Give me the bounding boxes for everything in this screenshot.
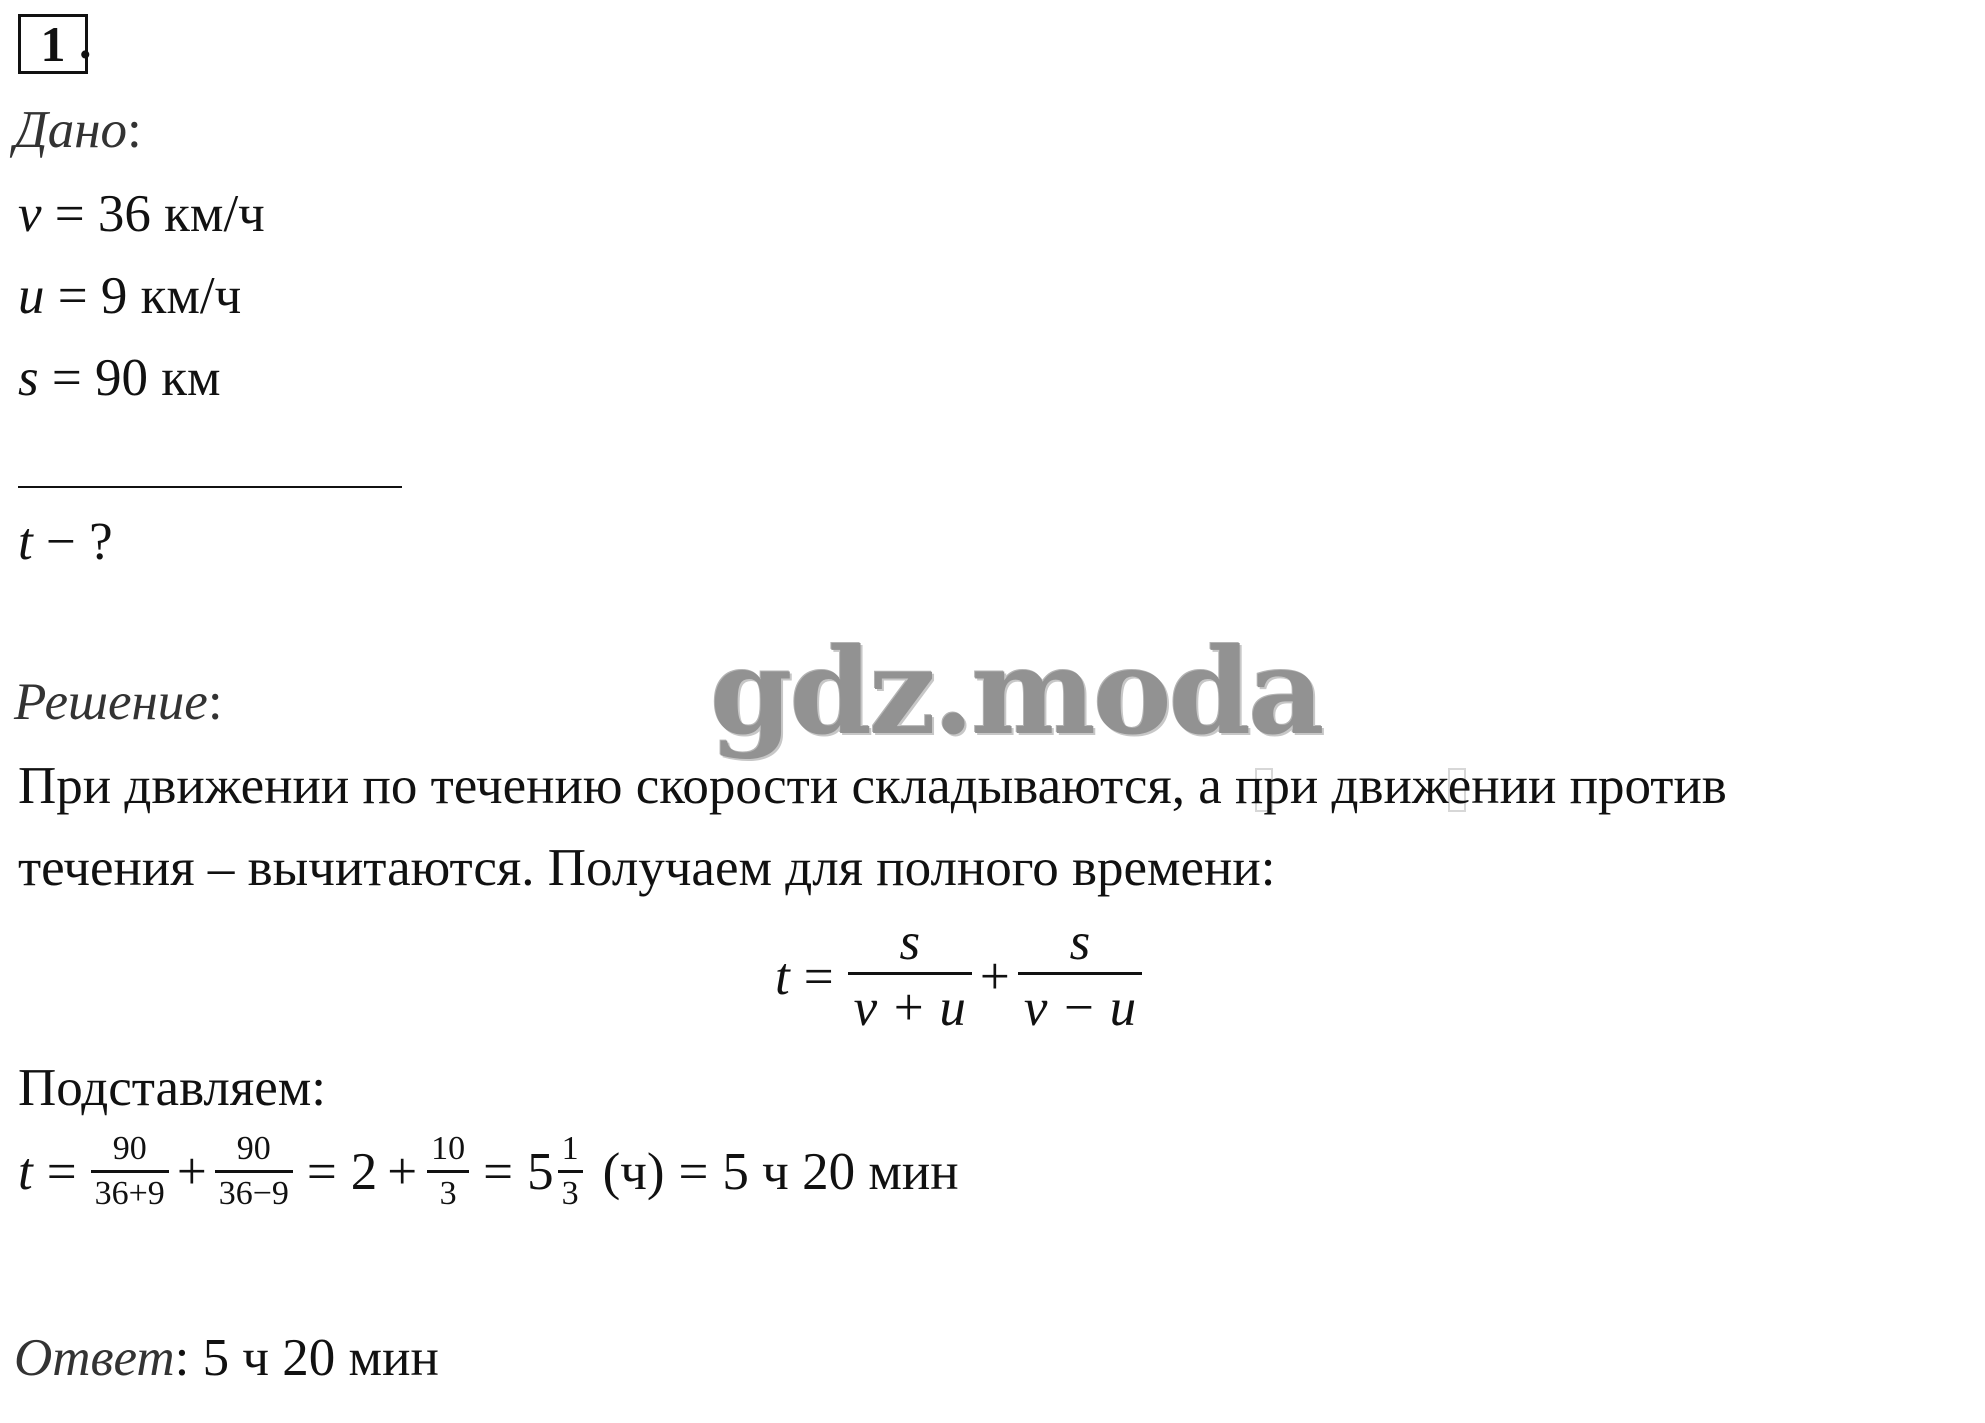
fraction-denominator: 36+9 — [94, 1175, 165, 1212]
subst-equals: = — [483, 1142, 514, 1201]
subst-equals: = — [678, 1142, 709, 1201]
subst-value: 2 — [350, 1142, 378, 1201]
given-var: v — [18, 185, 42, 243]
subst-fraction-ten-thirds — [427, 1128, 469, 1215]
given-var: u — [18, 267, 45, 325]
watermark: gdz.moda — [710, 622, 1322, 761]
fraction-denominator: 3 — [439, 1175, 457, 1212]
problem-number-suffix: . — [79, 13, 92, 69]
given-line-s — [18, 348, 221, 408]
formula-fraction-downstream — [848, 912, 972, 1041]
subst-lhs: t — [18, 1142, 33, 1201]
mixed-number-fraction — [558, 1128, 583, 1215]
fraction-denominator: v − u — [1023, 979, 1137, 1037]
given-value: 90 км — [95, 349, 221, 407]
answer-line — [14, 1328, 439, 1388]
subst-unit: (ч) — [602, 1142, 665, 1201]
given-label — [14, 100, 142, 160]
fraction-numerator: s — [899, 913, 921, 971]
fraction-numerator: 10 — [431, 1130, 466, 1167]
solution-label-text: Решение — [14, 673, 208, 731]
subst-fraction-downstream — [91, 1128, 169, 1215]
solution-paragraph-line-2: течения – вычитаются. Получаем для полного времени: — [18, 839, 1276, 897]
find-line — [18, 512, 113, 572]
given-eq: = — [41, 185, 98, 243]
given-line-u — [18, 266, 241, 326]
fraction-denominator: 36−9 — [218, 1175, 289, 1212]
given-divider — [18, 486, 402, 488]
given-label-colon: : — [127, 101, 142, 159]
fraction-denominator: v + u — [853, 979, 966, 1037]
problem-number-box — [18, 14, 88, 74]
formula-fraction-upstream — [1018, 912, 1142, 1041]
subst-equals: = — [306, 1142, 337, 1201]
given-line-v — [18, 184, 265, 244]
fraction-denominator: 3 — [561, 1175, 579, 1212]
mixed-number-whole: 5 — [527, 1142, 554, 1201]
substitution-formula — [18, 1128, 959, 1215]
subst-result: 5 ч 20 мин — [722, 1142, 959, 1201]
subst-plus: + — [387, 1142, 418, 1201]
answer-label: Ответ — [14, 1329, 175, 1387]
formula-equals: = — [803, 947, 834, 1006]
general-formula — [775, 912, 1142, 1041]
given-value: 36 км/ч — [97, 185, 265, 243]
problem-number: 1 — [40, 16, 66, 72]
given-var: s — [18, 349, 39, 407]
solution-label-colon: : — [207, 673, 223, 731]
substitute-label: Подставляем: — [18, 1059, 327, 1117]
formula-plus: + — [979, 947, 1010, 1006]
fraction-numerator: s — [1069, 913, 1091, 971]
given-eq: = — [44, 267, 101, 325]
subst-fraction-upstream — [215, 1128, 293, 1215]
fraction-numerator: 90 — [236, 1130, 271, 1167]
formula-lhs: t — [775, 947, 790, 1006]
solution-label — [14, 672, 223, 732]
solution-paragraph-line-1: При движении по течению скорости складываются, а при движении против — [18, 757, 1727, 815]
fraction-numerator: 1 — [561, 1130, 579, 1167]
find-var: t — [18, 513, 33, 571]
given-label-text: Дано — [14, 101, 128, 159]
fraction-numerator: 90 — [112, 1130, 147, 1167]
subst-plus: + — [176, 1142, 207, 1201]
subst-equals: = — [46, 1142, 77, 1201]
answer-value: 5 ч 20 мин — [189, 1329, 439, 1387]
answer-colon: : — [174, 1329, 190, 1387]
given-eq: = — [38, 349, 96, 407]
given-value: 9 км/ч — [100, 267, 242, 325]
find-rest: − ? — [32, 513, 113, 571]
